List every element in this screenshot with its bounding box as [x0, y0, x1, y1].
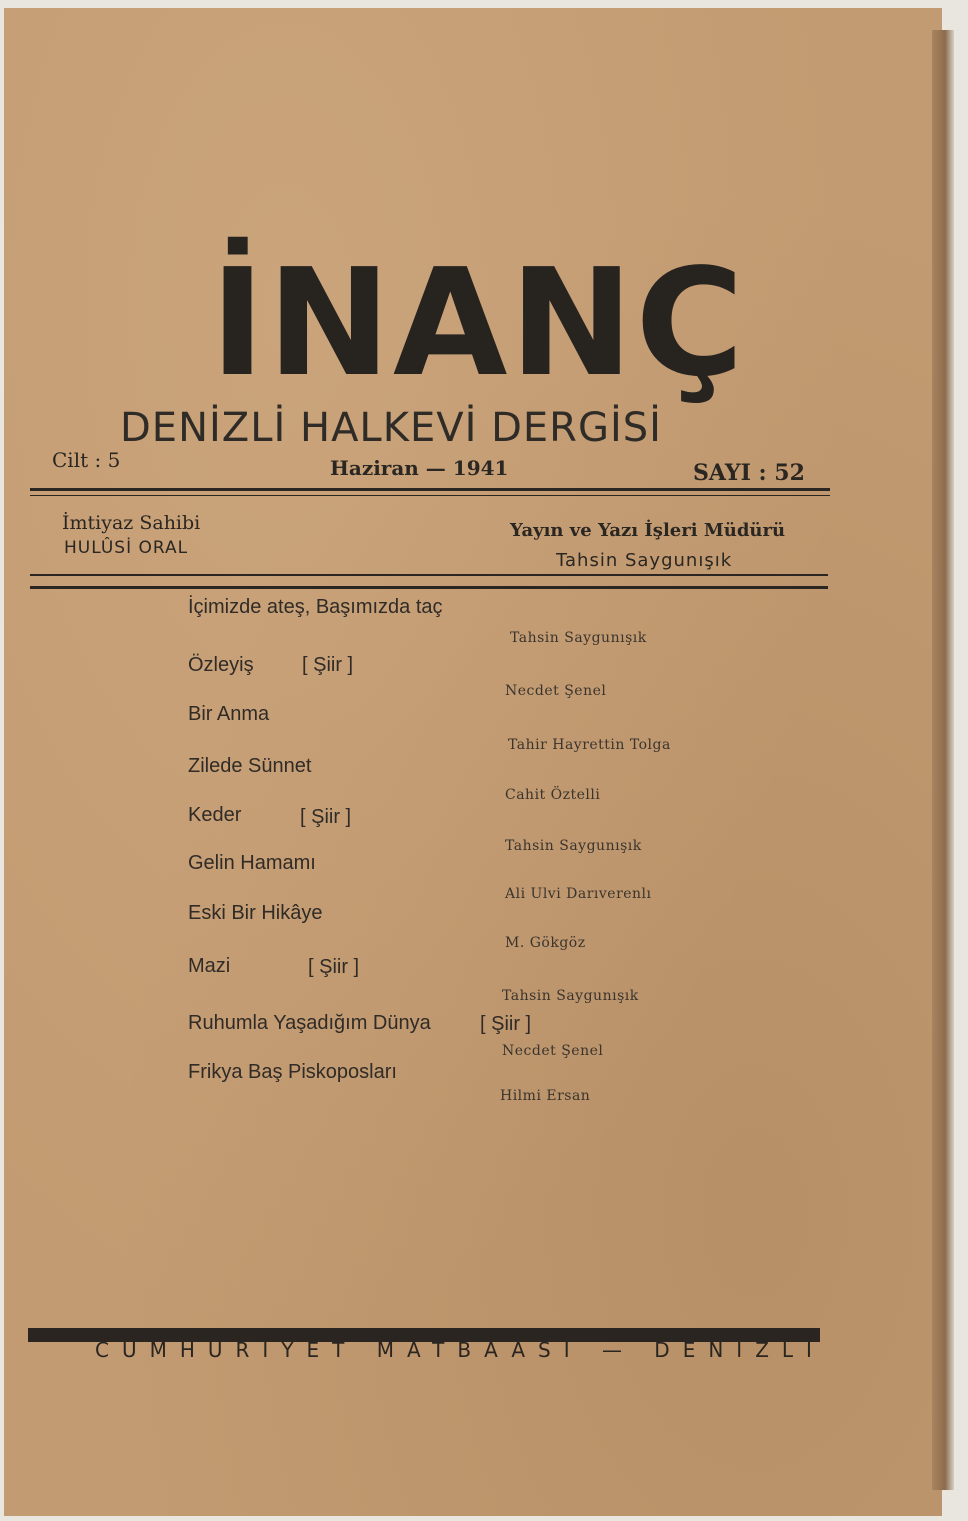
header-rule-bottom — [30, 574, 828, 576]
contents-tag: [ Şiir ] — [308, 956, 360, 978]
contents-title: Keder — [188, 804, 242, 826]
contents-title: Özleyiş — [188, 654, 254, 676]
contents-title: Ruhumla Yaşadığım Dünya — [188, 1012, 431, 1034]
contents-author: Ali Ulvi Darıverenlı — [505, 886, 652, 902]
magazine-cover — [4, 8, 942, 1516]
editor-name: Tahsin Saygunışık — [556, 550, 733, 571]
contents-author: Cahit Öztelli — [505, 787, 601, 803]
owner-label: İmtiyaz Sahibi — [62, 512, 201, 534]
contents-author: Tahsin Saygunışık — [505, 838, 642, 854]
editor-label: Yayın ve Yazı İşleri Müdürü — [510, 520, 786, 541]
contents-author: Hilmi Ersan — [500, 1088, 591, 1104]
volume-label: Cilt : 5 — [52, 448, 121, 472]
contents-title: Bir Anma — [188, 703, 270, 725]
contents-title: Frikya Baş Piskoposları — [188, 1061, 397, 1083]
contents-title: İçimizde ateş, Başımızda taç — [188, 596, 443, 618]
issue-date: Haziran — 1941 — [330, 456, 509, 480]
contents-tag: [ Şiir ] — [480, 1013, 532, 1035]
contents-author: Tahsin Saygunışık — [510, 630, 647, 646]
contents-author: Tahir Hayrettin Tolga — [508, 737, 671, 753]
contents-author: Necdet Şenel — [502, 1043, 604, 1059]
contents-title: Gelin Hamamı — [188, 852, 316, 874]
header-rule-top — [30, 488, 830, 491]
masthead-subtitle: DENİZLİ HALKEVİ DERGİSİ — [120, 405, 662, 451]
printer-imprint: CUMHURIYET MATBAASI — DENIZLI — [95, 1338, 825, 1362]
contents-tag: [ Şiir ] — [300, 806, 352, 828]
contents-author: Necdet Şenel — [505, 683, 607, 699]
contents-title: Zilede Sünnet — [188, 755, 312, 777]
contents-title: Mazi — [188, 955, 231, 977]
masthead-title: İNANÇ — [210, 237, 746, 409]
contents-tag: [ Şiir ] — [302, 654, 354, 676]
header-rule-bottom-thick — [30, 586, 828, 589]
issue-number: SAYI : 52 — [693, 460, 805, 486]
contents-title: Eski Bir Hikâye — [188, 902, 323, 924]
header-rule-top-thin — [30, 495, 830, 496]
owner-name: HULÛSİ ORAL — [64, 538, 189, 558]
cover-spine-edge — [932, 30, 954, 1490]
contents-author: Tahsin Saygunışık — [502, 988, 639, 1004]
contents-author: M. Gökgöz — [505, 935, 586, 951]
